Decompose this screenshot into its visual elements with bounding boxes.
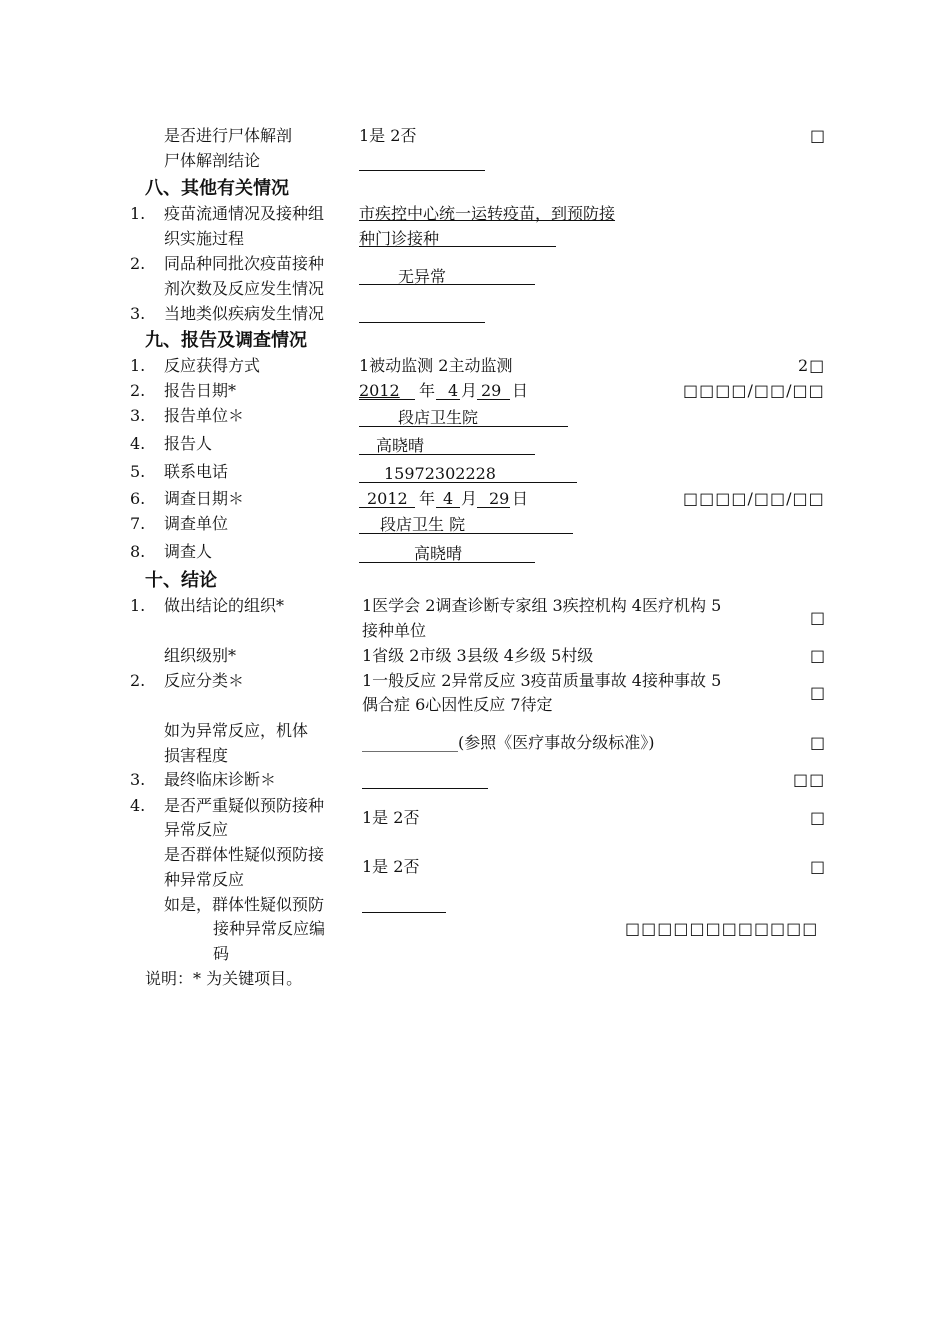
s9-item5-underline [359, 482, 577, 483]
s10-item1-value: 1医学会 2调查诊断专家组 3疾控机构 4医疗机构 5 [362, 596, 722, 615]
s8-item2-value: 无异常 [398, 267, 447, 286]
s10-damage-label-cont: 损害程度 [164, 746, 229, 765]
s10-code-label-cont: 接种异常反应编 [213, 919, 326, 938]
s9-item7-num: 7. [130, 514, 146, 533]
s8-item1-label-cont: 织实施过程 [164, 229, 245, 248]
s9-item6-month-char: 月 [461, 489, 478, 508]
s9-item6-num: 6. [130, 489, 146, 508]
s9-item7-value: 段店卫生 院 [380, 515, 466, 534]
s9-item3-value: 段店卫生院 [398, 408, 479, 427]
s10-item4-num: 4. [130, 796, 146, 815]
s9-item8-underline [359, 562, 535, 563]
s8-item1-value: 市疾控中心统一运转疫苗，到预防接 [359, 204, 616, 223]
autopsy-options: 1是 2否 [359, 126, 417, 145]
autopsy-conclusion-line[interactable] [359, 170, 485, 171]
s10-item4-box[interactable]: □ [810, 808, 827, 827]
s9-item2-day-line [477, 399, 510, 400]
s9-item2-box[interactable]: □□□□/□□/□□ [683, 381, 825, 400]
s8-item1-label: 疫苗流通情况及接种组 [164, 204, 325, 223]
s9-item5-num: 5. [130, 462, 146, 481]
s8-item2-num: 2. [130, 254, 146, 273]
s9-item2-day: 29 [481, 381, 502, 400]
s9-item7-underline [359, 533, 573, 534]
s10-damage-box[interactable]: □ [810, 733, 827, 752]
s8-item1-value-cont: 种门诊接种 [359, 229, 440, 248]
s10-item3-label: 最终临床诊断＊ [164, 770, 277, 789]
s8-item2-label-cont: 剂次数及反应发生情况 [164, 279, 325, 298]
s10-item1-num: 1. [130, 596, 146, 615]
section8-title: 八、其他有关情况 [145, 178, 289, 199]
s9-item1-num: 1. [130, 356, 146, 375]
s9-item6-label: 调查日期＊ [164, 489, 245, 508]
autopsy-conclusion-label: 尸体解剖结论 [164, 151, 261, 170]
s9-item8-value: 高晓晴 [414, 544, 463, 563]
s9-item6-day: 29 [489, 489, 510, 508]
s10-code-label-cont2: 码 [213, 944, 230, 963]
s9-item3-label: 报告单位＊ [164, 406, 245, 425]
s9-item4-num: 4. [130, 434, 146, 453]
s10-code-line[interactable] [362, 912, 446, 913]
s9-item4-value: 高晓晴 [376, 436, 425, 455]
s9-item3-underline [359, 426, 568, 427]
s9-item2-label: 报告日期* [164, 381, 237, 400]
s9-item6-year-line [359, 507, 415, 508]
autopsy-checkbox[interactable]: □ [810, 126, 827, 145]
s8-item3-num: 3. [130, 304, 146, 323]
s9-item6-day-char: 日 [512, 489, 529, 508]
s9-item5-label: 联系电话 [164, 462, 229, 481]
s10-item3-line[interactable] [362, 788, 488, 789]
s9-item2-year-line [359, 399, 415, 400]
s9-item8-num: 8. [130, 542, 146, 561]
s8-item3-label: 当地类似疾病发生情况 [164, 304, 325, 323]
s9-item6-year-char: 年 [419, 489, 436, 508]
s10-item1-label: 做出结论的组织* [164, 596, 285, 615]
s8-item2-label: 同品种同批次疫苗接种 [164, 254, 325, 273]
s10-item4-label-cont: 异常反应 [164, 820, 229, 839]
s9-item2-num: 2. [130, 381, 146, 400]
s8-item2-underline [359, 284, 535, 285]
s10-item2-value-cont: 偶合症 6心因性反应 7待定 [362, 695, 553, 714]
s8-item1-num: 1. [130, 204, 146, 223]
footnote: 说明：* 为关键项目。 [145, 969, 303, 988]
s10-group-label: 是否群体性疑似预防接 [164, 845, 325, 864]
s10-item3-box[interactable]: □□ [793, 770, 826, 789]
s9-item8-label: 调查人 [164, 542, 213, 561]
s10-item3-num: 3. [130, 770, 146, 789]
s10-item2-value: 1一般反应 2异常反应 3疫苗质量事故 4接种事故 5 [362, 671, 722, 690]
s9-item6-month-line [436, 507, 460, 508]
s10-item4-label: 是否严重疑似预防接种 [164, 796, 325, 815]
s10-item2-num: 2. [130, 671, 146, 690]
s9-item1-box[interactable]: 2□ [798, 356, 826, 375]
s10-org-level-label: 组织级别* [164, 646, 237, 665]
section9-title: 九、报告及调查情况 [145, 330, 307, 351]
s8-item1-underline [359, 246, 556, 247]
autopsy-question: 是否进行尸体解剖 [164, 126, 293, 145]
s10-group-box[interactable]: □ [810, 857, 827, 876]
s9-item3-num: 3. [130, 406, 146, 425]
s9-item7-label: 调查单位 [164, 514, 229, 533]
s10-org-level-box[interactable]: □ [810, 646, 827, 665]
s9-item4-underline [359, 454, 535, 455]
s10-group-value: 1是 2否 [362, 857, 420, 876]
s10-org-level-value: 1省级 2市级 3县级 4乡级 5村级 [362, 646, 594, 665]
s9-item2-month: 4 [448, 381, 459, 400]
s10-item2-box[interactable]: □ [810, 683, 827, 702]
s10-item4-value: 1是 2否 [362, 808, 420, 827]
s9-item5-value: 15972302228 [384, 464, 496, 483]
s9-item1-value: 1被动监测 2主动监测 [359, 356, 513, 375]
s10-group-label-cont: 种异常反应 [164, 870, 245, 889]
s10-code-label: 如是，群体性疑似预防 [164, 895, 325, 914]
s9-item6-month: 4 [443, 489, 454, 508]
s9-item2-month-char: 月 [461, 381, 478, 400]
s9-item6-year: 2012 [367, 489, 408, 508]
section10-title: 十、结论 [145, 570, 217, 591]
s9-item2-year: 2012 [359, 381, 400, 400]
s10-item1-value-cont: 接种单位 [362, 621, 427, 640]
s9-item2-year-char: 年 [419, 381, 436, 400]
s10-code-box[interactable]: □□□□□□□□□□□□ [625, 919, 819, 938]
s10-damage-value: ____________(参照《医疗事故分级标准》) [362, 733, 655, 752]
s9-item2-day-char: 日 [512, 381, 529, 400]
s10-item1-box[interactable]: □ [810, 608, 827, 627]
s9-item1-label: 反应获得方式 [164, 356, 261, 375]
s9-item6-day-line [477, 507, 510, 508]
s8-item3-line[interactable] [359, 322, 485, 323]
s9-item4-label: 报告人 [164, 434, 213, 453]
s9-item2-month-line [436, 399, 460, 400]
s10-damage-label: 如为异常反应，机体 [164, 721, 309, 740]
s9-item6-box[interactable]: □□□□/□□/□□ [683, 489, 825, 508]
s10-item2-label: 反应分类＊ [164, 671, 245, 690]
